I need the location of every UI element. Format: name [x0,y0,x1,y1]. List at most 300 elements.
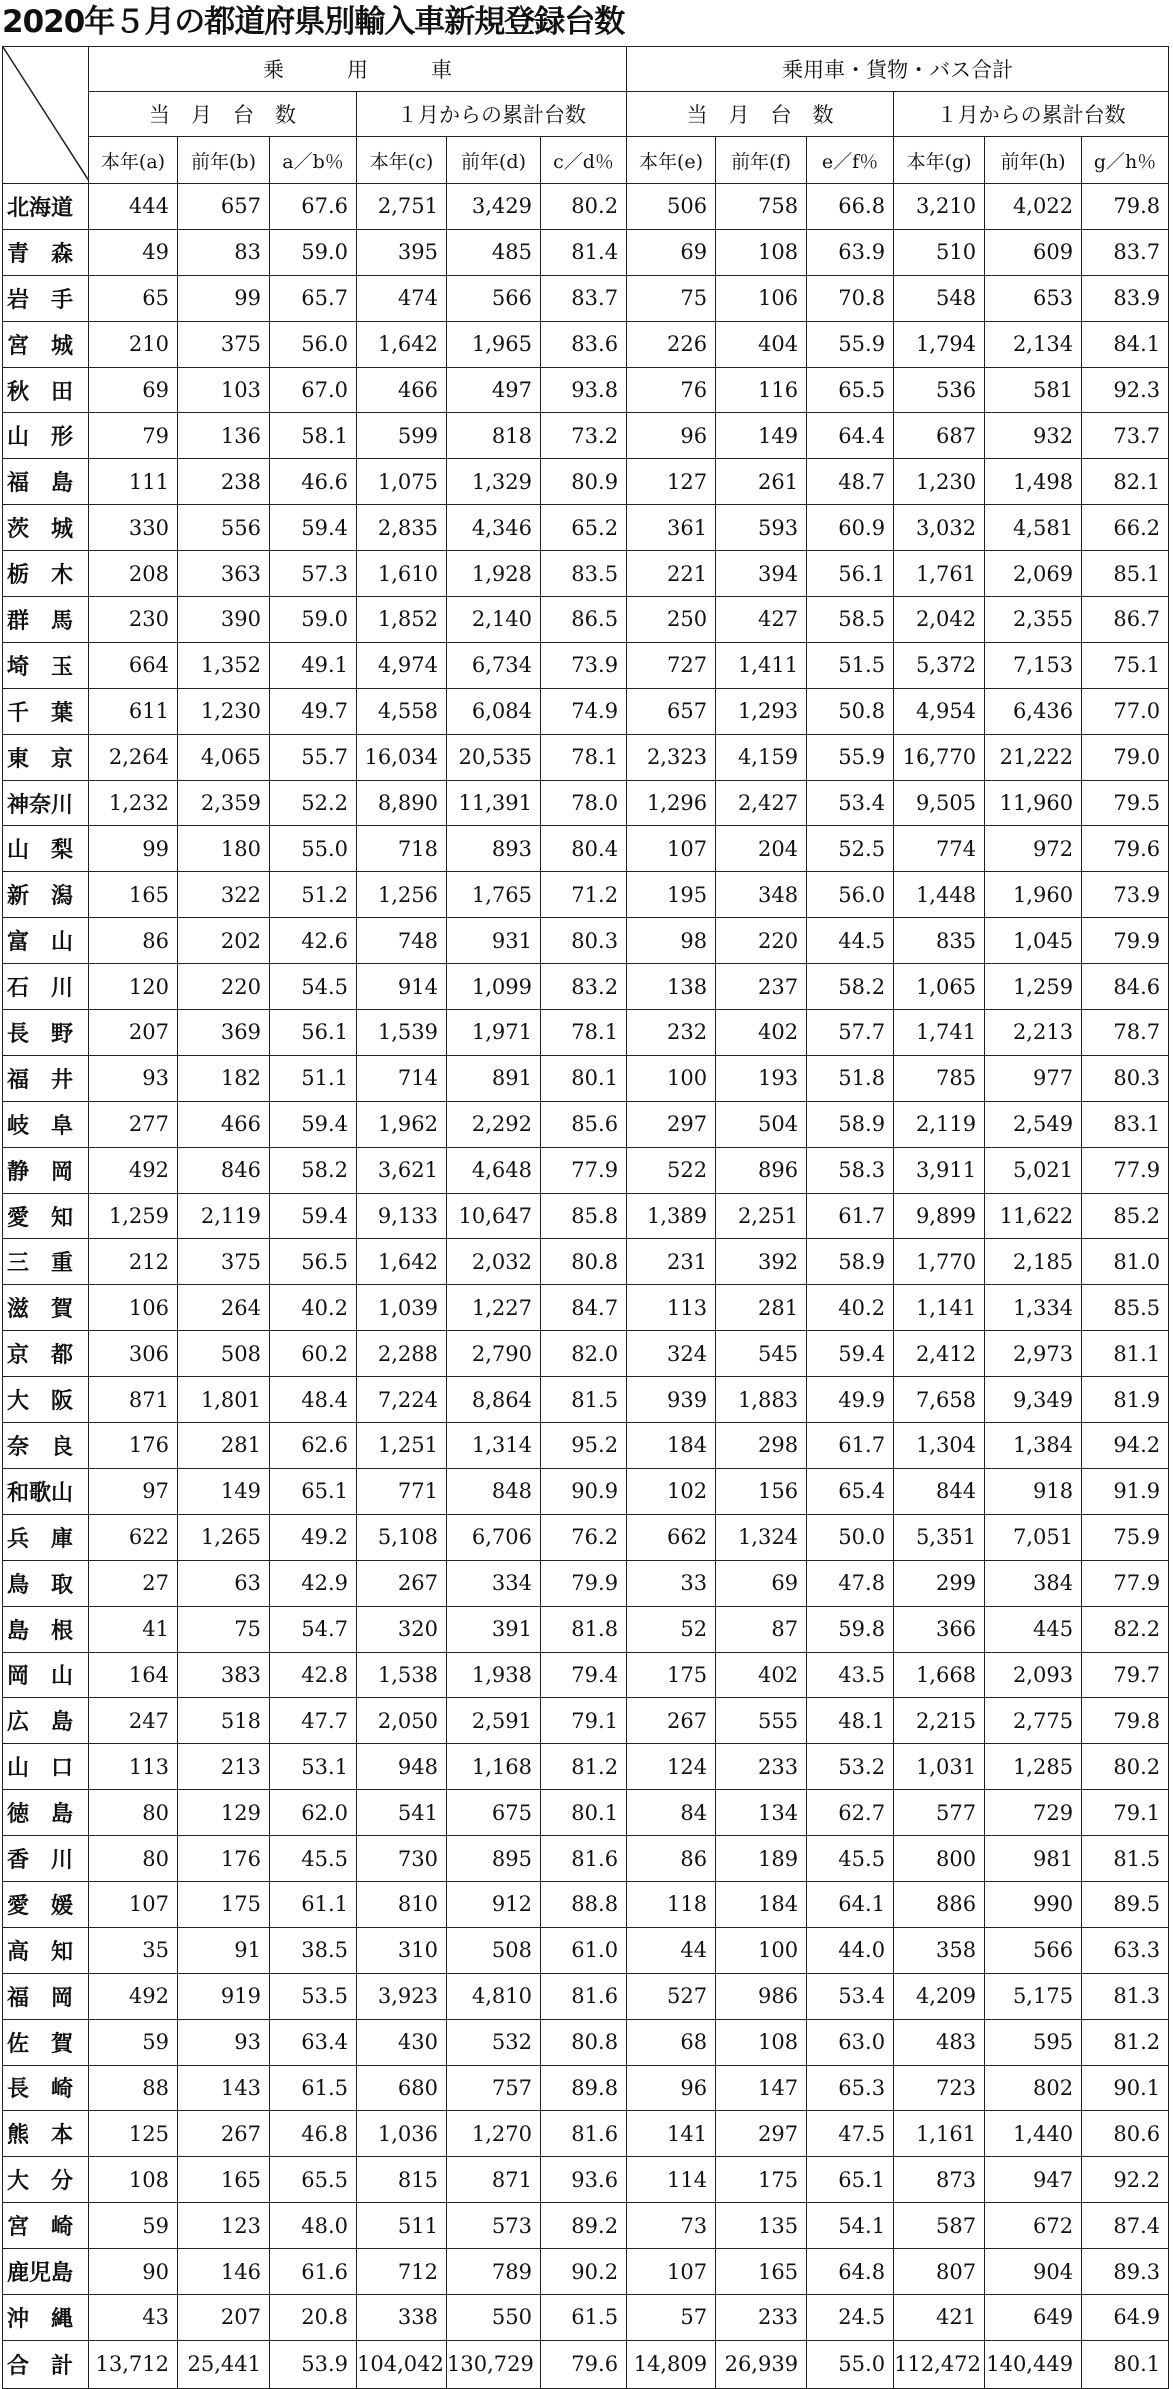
subheader-total-month: 当 月 台 数 [627,92,894,137]
prefecture-name: 香 川 [3,1836,89,1882]
table-cell: 78.1 [541,734,627,780]
table-cell: 80 [89,1836,178,1882]
table-cell: 508 [447,1927,541,1973]
table-cell: 8,864 [447,1377,541,1423]
table-cell: 113 [89,1744,178,1790]
table-cell: 1,227 [447,1285,541,1331]
table-cell: 932 [985,413,1082,459]
table-cell: 261 [716,459,807,505]
table-cell: 79.9 [541,1560,627,1606]
table-cell: 427 [716,597,807,643]
table-cell: 555 [716,1698,807,1744]
table-cell: 5,351 [894,1514,985,1560]
table-cell: 59.8 [807,1606,894,1652]
table-cell: 85.1 [1082,551,1169,597]
table-cell: 96 [627,2065,716,2111]
table-cell: 231 [627,1239,716,1285]
table-cell: 2,185 [985,1239,1082,1285]
table-row [3,2065,1169,2111]
prefecture-name: 秋 田 [3,367,89,413]
table-cell: 90.2 [541,2249,627,2295]
prefecture-name: 山 梨 [3,826,89,872]
table-cell: 1,642 [357,1239,447,1285]
prefecture-name: 熊 本 [3,2111,89,2157]
table-cell: 2,359 [178,780,270,826]
table-cell: 80.3 [1082,1055,1169,1101]
table-cell: 124 [627,1744,716,1790]
table-cell: 844 [894,1468,985,1514]
table-cell: 80.2 [1082,1744,1169,1790]
table-cell: 800 [894,1836,985,1882]
table-cell: 2,292 [447,1101,541,1147]
table-cell: 65.4 [807,1468,894,1514]
table-cell: 277 [89,1101,178,1147]
table-cell: 80.8 [541,1239,627,1285]
table-cell: 54.5 [270,964,357,1010]
table-cell: 85.6 [541,1101,627,1147]
prefecture-name: 沖 縄 [3,2294,89,2340]
table-cell: 63.9 [807,229,894,275]
table-cell: 44.0 [807,1927,894,1973]
table-cell: 76 [627,367,716,413]
table-cell: 81.8 [541,1606,627,1652]
table-cell: 3,923 [357,1973,447,2019]
prefecture-name: 京 都 [3,1331,89,1377]
table-cell: 221 [627,551,716,597]
column-header: c／d％ [541,137,627,184]
table-cell: 83.9 [1082,275,1169,321]
table-cell: 718 [357,826,447,872]
table-cell: 59 [89,2019,178,2065]
table-cell: 1,962 [357,1101,447,1147]
table-cell: 5,021 [985,1147,1082,1193]
table-cell: 82.0 [541,1331,627,1377]
table-cell: 61.7 [807,1423,894,1469]
table-cell: 24.5 [807,2294,894,2340]
table-row [3,367,1169,413]
registration-table-frame [2,46,1168,2389]
table-row [3,2203,1169,2249]
table-cell: 1,304 [894,1423,985,1469]
table-row [3,2294,1169,2340]
table-cell: 5,108 [357,1514,447,1560]
table-cell: 334 [447,1560,541,1606]
table-cell: 4,159 [716,734,807,780]
table-cell: 44.5 [807,918,894,964]
table-cell: 297 [716,2111,807,2157]
table-cell: 83.7 [541,275,627,321]
table-cell: 79 [89,413,178,459]
table-cell: 66.8 [807,184,894,230]
table-cell: 4,648 [447,1147,541,1193]
table-cell: 7,153 [985,642,1082,688]
table-cell: 774 [894,826,985,872]
table-cell: 165 [716,2249,807,2295]
table-cell: 1,539 [357,1010,447,1056]
table-cell: 42.8 [270,1652,357,1698]
table-cell: 143 [178,2065,270,2111]
table-header [3,47,1169,184]
table-cell: 75.9 [1082,1514,1169,1560]
table-cell: 518 [178,1698,270,1744]
table-cell: 2,775 [985,1698,1082,1744]
table-row [3,1698,1169,1744]
table-cell: 54.1 [807,2203,894,2249]
table-cell: 75.1 [1082,642,1169,688]
table-cell: 1,141 [894,1285,985,1331]
subheader-passenger-cumulative: １月からの累計台数 [357,92,627,137]
table-cell: 444 [89,184,178,230]
table-cell: 77.0 [1082,688,1169,734]
table-cell: 1,314 [447,1423,541,1469]
table-cell: 1,259 [985,964,1082,1010]
prefecture-name: 栃 木 [3,551,89,597]
table-cell: 79.7 [1082,1652,1169,1698]
table-cell: 375 [178,1239,270,1285]
table-cell: 83.1 [1082,1101,1169,1147]
table-cell: 1,293 [716,688,807,734]
table-cell: 81.6 [541,2111,627,2157]
table-cell: 107 [627,826,716,872]
table-cell: 504 [716,1101,807,1147]
table-cell: 27 [89,1560,178,1606]
table-cell: 1,971 [447,1010,541,1056]
table-cell: 522 [627,1147,716,1193]
table-row [3,688,1169,734]
prefecture-name: 茨 城 [3,505,89,551]
table-cell: 59.0 [270,597,357,643]
table-cell: 771 [357,1468,447,1514]
table-cell: 649 [985,2294,1082,2340]
table-cell: 886 [894,1881,985,1927]
table-cell: 118 [627,1881,716,1927]
table-cell: 20.8 [270,2294,357,2340]
table-cell: 52 [627,1606,716,1652]
column-header: 本年(a) [89,137,178,184]
table-cell: 140,449 [985,2340,1082,2388]
table-cell: 421 [894,2294,985,2340]
table-cell: 59.4 [807,1331,894,1377]
table-cell: 61.0 [541,1927,627,1973]
table-row [3,918,1169,964]
table-cell: 120 [89,964,178,1010]
table-cell: 65.1 [807,2157,894,2203]
table-cell: 73.9 [1082,872,1169,918]
table-cell: 657 [627,688,716,734]
table-cell: 815 [357,2157,447,2203]
table-cell: 2,549 [985,1101,1082,1147]
table-cell: 802 [985,2065,1082,2111]
prefecture-name: 高 知 [3,1927,89,1973]
table-cell: 55.7 [270,734,357,780]
prefecture-name: 福 岡 [3,1973,89,2019]
table-cell: 127 [627,459,716,505]
prefecture-name: 大 阪 [3,1377,89,1423]
table-cell: 189 [716,1836,807,1882]
table-cell: 65.2 [541,505,627,551]
table-cell: 220 [716,918,807,964]
table-cell: 931 [447,918,541,964]
table-cell: 88 [89,2065,178,2111]
prefecture-name: 長 野 [3,1010,89,1056]
table-cell: 4,022 [985,184,1082,230]
table-row [3,734,1169,780]
table-cell: 99 [178,275,270,321]
table-cell: 42.9 [270,1560,357,1606]
table-cell: 61.5 [270,2065,357,2111]
table-cell: 2,215 [894,1698,985,1744]
table-cell: 573 [447,2203,541,2249]
table-cell: 466 [178,1101,270,1147]
table-cell: 1,770 [894,1239,985,1285]
table-cell: 5,372 [894,642,985,688]
table-row [3,1652,1169,1698]
table-cell: 394 [716,551,807,597]
table-cell: 2,323 [627,734,716,780]
table-cell: 175 [627,1652,716,1698]
table-cell: 1,251 [357,1423,447,1469]
table-cell: 1,230 [178,688,270,734]
table-cell: 81.9 [1082,1377,1169,1423]
table-cell: 818 [447,413,541,459]
table-cell: 497 [447,367,541,413]
table-cell: 80 [89,1790,178,1836]
table-cell: 383 [178,1652,270,1698]
prefecture-name: 合 計 [3,2340,89,2388]
table-cell: 363 [178,551,270,597]
table-cell: 53.4 [807,780,894,826]
table-cell: 78.1 [541,1010,627,1056]
table-cell: 912 [447,1881,541,1927]
prefecture-name: 宮 崎 [3,2203,89,2249]
table-cell: 149 [178,1468,270,1514]
table-cell: 46.6 [270,459,357,505]
table-cell: 483 [894,2019,985,2065]
table-cell: 82.2 [1082,1606,1169,1652]
table-cell: 79.4 [541,1652,627,1698]
table-cell: 510 [894,229,985,275]
table-cell: 662 [627,1514,716,1560]
table-cell: 82.1 [1082,459,1169,505]
table-cell: 1,668 [894,1652,985,1698]
prefecture-name: 鳥 取 [3,1560,89,1606]
table-cell: 47.5 [807,2111,894,2157]
table-cell: 1,329 [447,459,541,505]
table-cell: 390 [178,597,270,643]
table-cell: 338 [357,2294,447,2340]
column-header: g／h％ [1082,137,1169,184]
table-cell: 653 [985,275,1082,321]
table-cell: 267 [178,2111,270,2157]
table-cell: 1,642 [357,321,447,367]
table-cell: 2,264 [89,734,178,780]
table-cell: 807 [894,2249,985,2295]
table-cell: 1,031 [894,1744,985,1790]
prefecture-name: 鹿児島 [3,2249,89,2295]
table-cell: 80.1 [1082,2340,1169,2388]
table-cell: 9,505 [894,780,985,826]
table-cell: 65 [89,275,178,321]
table-row [3,2019,1169,2065]
table-cell: 609 [985,229,1082,275]
table-cell: 56.1 [270,1010,357,1056]
table-cell: 237 [716,964,807,1010]
table-cell: 208 [89,551,178,597]
table-cell: 358 [894,1927,985,1973]
table-cell: 55.0 [807,2340,894,2388]
table-cell: 184 [627,1423,716,1469]
table-cell: 310 [357,1927,447,1973]
table-cell: 1,610 [357,551,447,597]
table-cell: 2,213 [985,1010,1082,1056]
table-cell: 657 [178,184,270,230]
table-cell: 164 [89,1652,178,1698]
table-cell: 1,389 [627,1193,716,1239]
table-cell: 48.7 [807,459,894,505]
prefecture-name: 青 森 [3,229,89,275]
table-cell: 60.9 [807,505,894,551]
table-cell: 83.2 [541,964,627,1010]
prefecture-name: 長 崎 [3,2065,89,2111]
table-cell: 4,346 [447,505,541,551]
table-cell: 50.0 [807,1514,894,1560]
column-header: 本年(g) [894,137,985,184]
table-cell: 59.4 [270,505,357,551]
table-cell: 62.7 [807,1790,894,1836]
group-header-total: 乗用車・貨物・バス合計 [627,47,1169,92]
prefecture-name: 三 重 [3,1239,89,1285]
table-cell: 7,224 [357,1377,447,1423]
table-cell: 2,069 [985,551,1082,597]
table-cell: 175 [716,2157,807,2203]
table-cell: 54.7 [270,1606,357,1652]
table-cell: 79.1 [541,1698,627,1744]
table-cell: 6,734 [447,642,541,688]
table-cell: 322 [178,872,270,918]
table-cell: 90.1 [1082,2065,1169,2111]
table-cell: 3,032 [894,505,985,551]
table-cell: 48.1 [807,1698,894,1744]
table-cell: 81.0 [1082,1239,1169,1285]
table-row [3,872,1169,918]
prefecture-name: 岡 山 [3,1652,89,1698]
table-row [3,1881,1169,1927]
table-cell: 48.4 [270,1377,357,1423]
table-cell: 180 [178,826,270,872]
table-cell: 107 [89,1881,178,1927]
table-cell: 1,036 [357,2111,447,2157]
table-cell: 4,558 [357,688,447,734]
table-row [3,1147,1169,1193]
table-cell: 402 [716,1652,807,1698]
table-cell: 97 [89,1468,178,1514]
table-cell: 175 [178,1881,270,1927]
table-cell: 59 [89,2203,178,2249]
column-header: 本年(e) [627,137,716,184]
table-cell: 73.2 [541,413,627,459]
table-cell: 11,391 [447,780,541,826]
table-cell: 238 [178,459,270,505]
table-cell: 83.5 [541,551,627,597]
table-cell: 68 [627,2019,716,2065]
table-cell: 267 [627,1698,716,1744]
table-cell: 75 [178,1606,270,1652]
table-cell: 532 [447,2019,541,2065]
table-cell: 42.6 [270,918,357,964]
table-row [3,1790,1169,1836]
table-cell: 723 [894,2065,985,2111]
column-header: 前年(b) [178,137,270,184]
table-cell: 102 [627,1468,716,1514]
table-cell: 80.2 [541,184,627,230]
table-cell: 204 [716,826,807,872]
table-cell: 2,790 [447,1331,541,1377]
table-cell: 2,251 [716,1193,807,1239]
table-cell: 2,119 [894,1101,985,1147]
table-cell: 67.6 [270,184,357,230]
table-cell: 785 [894,1055,985,1101]
table-cell: 61.7 [807,1193,894,1239]
table-cell: 94.2 [1082,1423,1169,1469]
table-cell: 2,134 [985,321,1082,367]
table-cell: 402 [716,1010,807,1056]
table-row [3,1744,1169,1790]
table-cell: 77.9 [1082,1560,1169,1606]
table-row [3,505,1169,551]
table-cell: 730 [357,1836,447,1882]
table-cell: 67.0 [270,367,357,413]
prefecture-name: 東 京 [3,734,89,780]
table-cell: 43.5 [807,1652,894,1698]
table-cell: 58.9 [807,1239,894,1285]
table-cell: 49.2 [270,1514,357,1560]
prefecture-name: 広 島 [3,1698,89,1744]
table-cell: 1,965 [447,321,541,367]
table-cell: 56.0 [807,872,894,918]
table-row [3,1055,1169,1101]
table-cell: 91.9 [1082,1468,1169,1514]
table-cell: 71.2 [541,872,627,918]
table-cell: 366 [894,1606,985,1652]
table-cell: 53.9 [270,2340,357,2388]
table-cell: 77.9 [541,1147,627,1193]
table-cell: 49.9 [807,1377,894,1423]
table-cell: 59.0 [270,229,357,275]
table-cell: 13,712 [89,2340,178,2388]
table-cell: 147 [716,2065,807,2111]
table-cell: 47.7 [270,1698,357,1744]
table-cell: 990 [985,1881,1082,1927]
table-cell: 233 [716,1744,807,1790]
table-cell: 53.2 [807,1744,894,1790]
table-cell: 622 [89,1514,178,1560]
table-cell: 4,974 [357,642,447,688]
table-cell: 176 [178,1836,270,1882]
table-cell: 445 [985,1606,1082,1652]
table-cell: 474 [357,275,447,321]
table-cell: 384 [985,1560,1082,1606]
table-cell: 135 [716,2203,807,2249]
prefecture-name: 群 馬 [3,597,89,643]
table-cell: 1,498 [985,459,1082,505]
column-header: 前年(f) [716,137,807,184]
table-cell: 810 [357,1881,447,1927]
table-row [3,1606,1169,1652]
table-cell: 79.8 [1082,184,1169,230]
table-cell: 65.5 [807,367,894,413]
table-cell: 57.7 [807,1010,894,1056]
table-cell: 1,099 [447,964,541,1010]
